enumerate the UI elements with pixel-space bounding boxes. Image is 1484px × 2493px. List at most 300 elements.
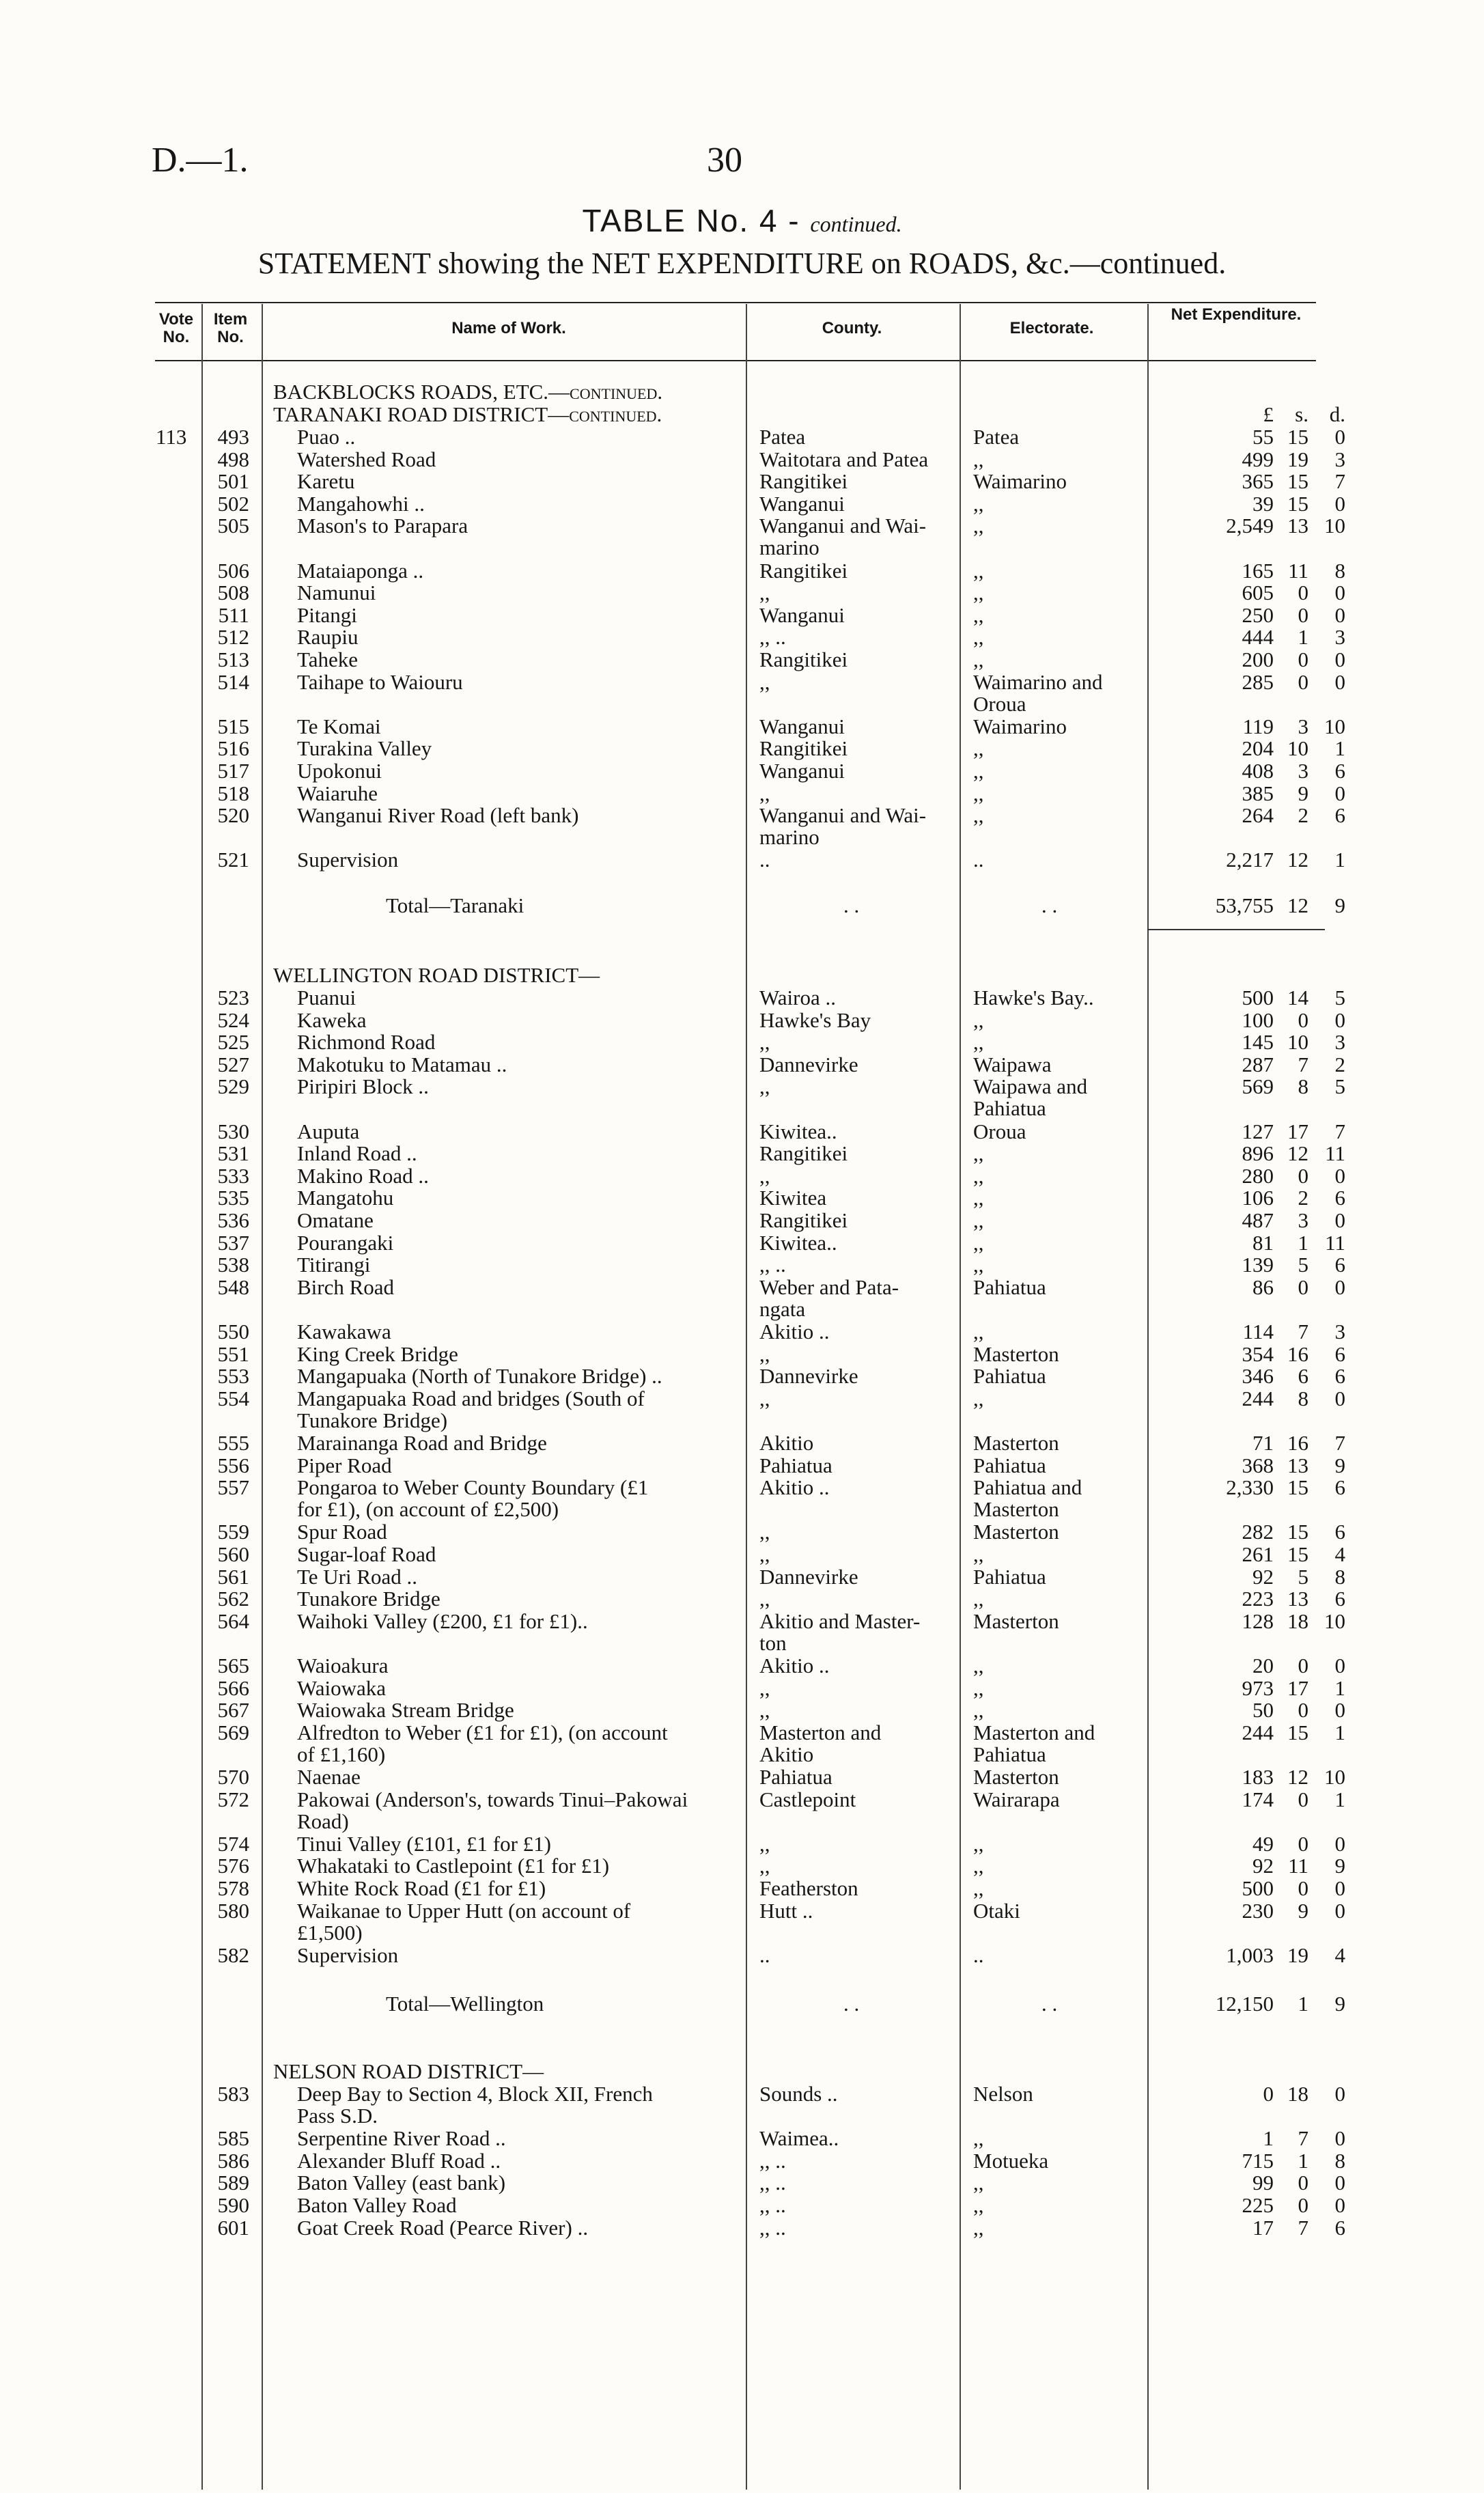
electorate-name: ,, (973, 2171, 984, 2195)
amount-shillings: 0 (1298, 2171, 1308, 2195)
amount-shillings: 18 (1287, 1608, 1308, 1633)
electorate-name: ,, (973, 625, 984, 650)
amount-shillings: 0 (1298, 1876, 1308, 1900)
wellington-total-electorate-dots: . . (1041, 1992, 1058, 2016)
work-name: Spur Road (297, 1520, 387, 1544)
county-name: Weber and Pata- ngata (759, 1275, 899, 1321)
amount-pence: 8 (1334, 558, 1345, 583)
county-name: Kiwitea (759, 1186, 827, 1210)
county-name: Rangitikei (759, 736, 848, 761)
electorate-name: ,, (973, 1320, 984, 1343)
amount-shillings: 19 (1287, 1942, 1308, 1967)
work-name: Tinui Valley (£101, £1 for £1) (297, 1831, 551, 1856)
electorate-name: Otaki (973, 1898, 1020, 1923)
electorate-name: Waimarino (973, 469, 1067, 494)
county-name: ,, (759, 1163, 770, 1188)
table-name: TABLE No. 4 (582, 203, 779, 238)
wellington-total-label: Total—Wellington (386, 1992, 544, 2016)
work-name: Alfredton to Weber (£1 for £1), (on account of £1,160) (297, 1720, 668, 1766)
amount-pence: 3 (1334, 1320, 1345, 1343)
county-name: ,, (759, 1520, 770, 1544)
work-name: Mangapuaka Road and bridges (South of Tunakore Bridge) (297, 1386, 645, 1432)
amount-pence: 6 (1334, 759, 1345, 783)
work-name: White Rock Road (£1 for £1) (297, 1876, 546, 1900)
work-name: Marainanga Road and Bridge (297, 1431, 547, 1455)
work-name: Pourangaki (297, 1230, 394, 1255)
county-name: Sounds .. (759, 2082, 838, 2106)
item-number: 512 (217, 625, 249, 650)
work-name: Baton Valley (east bank) (297, 2171, 506, 2195)
shilling-sign: s. (1295, 402, 1308, 426)
item-number: 556 (217, 1453, 249, 1477)
county-name: Masterton and Akitio (759, 1720, 882, 1766)
amount-pounds: 444 (1242, 625, 1274, 650)
amount-pounds: 114 (1242, 1320, 1274, 1343)
header-code: D.—1. (152, 141, 249, 180)
item-number: 565 (217, 1654, 249, 1677)
item-number: 567 (217, 1698, 249, 1723)
county-name: .. (759, 848, 770, 872)
county-name: ,, .. (759, 1253, 786, 1277)
amount-pence: 0 (1334, 781, 1345, 805)
item-number: 513 (217, 647, 249, 671)
amount-pence: 0 (1334, 425, 1345, 449)
work-name: Inland Road .. (297, 1141, 417, 1166)
taranaki-total-pence: 9 (1334, 893, 1345, 917)
amount-pence: 0 (1334, 2126, 1345, 2151)
work-name: Waihoki Valley (£200, £1 for £1).. (297, 1608, 588, 1633)
work-name: Pitangi (297, 602, 357, 627)
work-name: Mataiaponga .. (297, 558, 424, 583)
work-name: Te Uri Road .. (297, 1564, 418, 1589)
work-name: Makino Road .. (297, 1163, 429, 1188)
amount-pence: 6 (1334, 1475, 1345, 1500)
amount-pence: 1 (1334, 736, 1345, 761)
amount-pence: 10 (1324, 1765, 1345, 1789)
amount-pounds: 50 (1252, 1698, 1274, 1723)
amount-pence: 6 (1334, 1186, 1345, 1210)
electorate-name: ,, (973, 1007, 984, 1032)
electorate-name: ,, (973, 1654, 984, 1677)
work-name: Waiowaka (297, 1675, 387, 1700)
electorate-name: ,, (973, 1675, 984, 1700)
amount-pounds: 500 (1242, 1876, 1274, 1900)
amount-shillings: 15 (1287, 425, 1308, 449)
amount-pounds: 244 (1242, 1720, 1274, 1744)
work-name: Piripiri Block .. (297, 1074, 429, 1099)
electorate-name: ,, (973, 647, 984, 671)
amount-pence: 10 (1324, 714, 1345, 738)
col-net: Net Expenditure. (1171, 305, 1302, 324)
electorate-name: Pahiatua (973, 1364, 1046, 1389)
amount-pounds: 1 (1263, 2126, 1274, 2151)
amount-shillings: 13 (1287, 514, 1308, 538)
amount-pence: 0 (1334, 581, 1345, 605)
amount-shillings: 15 (1287, 1542, 1308, 1566)
electorate-name: ,, (973, 1186, 984, 1210)
amount-pounds: 385 (1242, 781, 1274, 805)
amount-pounds: 354 (1242, 1341, 1274, 1366)
electorate-name: Masterton (973, 1520, 1059, 1544)
work-name: Mason's to Parapara (297, 514, 468, 538)
county-name: ,, (759, 1675, 770, 1700)
amount-shillings: 19 (1287, 447, 1308, 471)
work-name: Omatane (297, 1208, 374, 1232)
amount-shillings: 8 (1298, 1074, 1308, 1099)
amount-pounds: 230 (1242, 1898, 1274, 1923)
item-number: 574 (217, 1831, 249, 1856)
electorate-name: ,, (973, 1141, 984, 1166)
electorate-name: Masterton (973, 1765, 1059, 1789)
amount-shillings: 12 (1287, 1765, 1308, 1789)
electorate-name: Masterton (973, 1608, 1059, 1633)
wellington-total-shillings: 1 (1298, 1992, 1308, 2016)
col-name: Name of Work. (451, 319, 566, 337)
amount-shillings: 0 (1298, 1007, 1308, 1032)
amount-shillings: 0 (1298, 1275, 1308, 1299)
wellington-total-county-dots: . . (843, 1992, 860, 2016)
county-name: Patea (759, 425, 806, 449)
amount-pounds: 225 (1242, 2193, 1274, 2217)
electorate-name: ,, (973, 1854, 984, 1878)
work-name: Namunui (297, 581, 376, 605)
amount-pence: 10 (1324, 1608, 1345, 1633)
amount-pence: 1 (1334, 1675, 1345, 1700)
section-taranaki: TARANAKI ROAD DISTRICT—continued. (273, 402, 662, 426)
amount-pence: 7 (1334, 1119, 1345, 1143)
amount-pounds: 569 (1242, 1074, 1274, 1099)
amount-pounds: 92 (1252, 1564, 1274, 1589)
amount-shillings: 0 (1298, 2193, 1308, 2217)
work-name: Serpentine River Road .. (297, 2126, 506, 2151)
col-item: Item No. (213, 310, 248, 346)
county-name: Rangitikei (759, 647, 848, 671)
work-name: Karetu (297, 469, 355, 494)
amount-shillings: 0 (1298, 581, 1308, 605)
item-number: 508 (217, 581, 249, 605)
county-name: ,, (759, 1587, 770, 1611)
electorate-name: Wairarapa (973, 1787, 1060, 1811)
work-name: Kawakawa (297, 1320, 391, 1343)
amount-shillings: 9 (1298, 1898, 1308, 1923)
amount-shillings: 12 (1287, 848, 1308, 872)
table-title: TABLE No. 4 - continued. (582, 203, 902, 238)
amount-pounds: 285 (1242, 669, 1274, 694)
amount-shillings: 13 (1287, 1587, 1308, 1611)
electorate-net-divider (1147, 304, 1149, 2490)
amount-shillings: 3 (1298, 759, 1308, 783)
county-name: ,, (759, 669, 770, 694)
amount-pounds: 145 (1242, 1030, 1274, 1055)
county-name: Akitio (759, 1431, 814, 1455)
amount-pounds: 250 (1242, 602, 1274, 627)
electorate-name: ,, (973, 1208, 984, 1232)
amount-pence: 7 (1334, 469, 1345, 494)
county-name: Akitio .. (759, 1475, 830, 1500)
amount-shillings: 7 (1298, 1052, 1308, 1076)
header-top-rule (155, 302, 1316, 303)
county-name: ,, .. (759, 2171, 786, 2195)
work-name: Birch Road (297, 1275, 395, 1299)
item-number: 586 (217, 2148, 249, 2173)
vote-item-divider (201, 304, 203, 2490)
amount-pence: 6 (1334, 803, 1345, 828)
electorate-name: ,, (973, 1030, 984, 1055)
amount-pence: 6 (1334, 1341, 1345, 1366)
amount-pence: 0 (1334, 1898, 1345, 1923)
work-name: Mangahowhi .. (297, 491, 425, 516)
pence-sign: d. (1329, 402, 1345, 426)
work-name: Turakina Valley (297, 736, 432, 761)
amount-pence: 6 (1334, 1587, 1345, 1611)
work-name: Taihape to Waiouru (297, 669, 463, 694)
electorate-name: ,, (973, 491, 984, 516)
amount-shillings: 9 (1298, 781, 1308, 805)
electorate-name: ,, (973, 1253, 984, 1277)
item-number: 548 (217, 1275, 249, 1299)
electorate-name: ,, (973, 2215, 984, 2240)
taranaki-sum-rule-top (1147, 929, 1325, 930)
county-name: Kiwitea.. (759, 1119, 837, 1143)
item-number: 590 (217, 2193, 249, 2217)
county-name: Wanganui (759, 602, 845, 627)
amount-pence: 0 (1334, 1275, 1345, 1299)
item-number: 514 (217, 669, 249, 694)
electorate-name: ,, (973, 736, 984, 761)
electorate-name: ,, (973, 1831, 984, 1856)
item-number: 562 (217, 1587, 249, 1611)
amount-pence: 6 (1334, 1364, 1345, 1389)
amount-pounds: 20 (1252, 1654, 1274, 1677)
county-name: Wanganui and Wai- marino (759, 803, 927, 850)
county-name: Wanganui (759, 491, 845, 516)
item-number: 502 (217, 491, 249, 516)
electorate-name: ,, (973, 1587, 984, 1611)
amount-shillings: 0 (1298, 647, 1308, 671)
work-name: Wanganui River Road (left bank) (297, 803, 579, 828)
electorate-name: Waipawa (973, 1052, 1052, 1076)
county-name: Hutt .. (759, 1898, 813, 1923)
item-number: 585 (217, 2126, 249, 2151)
item-number: 576 (217, 1854, 249, 1878)
item-number: 498 (217, 447, 249, 471)
county-name: Rangitikei (759, 1208, 848, 1232)
col-vote: Vote No. (158, 310, 194, 346)
item-number: 529 (217, 1074, 249, 1099)
amount-pounds: 127 (1242, 1119, 1274, 1143)
work-name: Baton Valley Road (297, 2193, 457, 2217)
electorate-name: Motueka (973, 2148, 1049, 2173)
col-county: County. (822, 319, 882, 337)
amount-pence: 0 (1334, 1208, 1345, 1232)
work-name: Whakataki to Castlepoint (£1 for £1) (297, 1854, 610, 1878)
section-backblocks: BACKBLOCKS ROADS, ETC.—continued. (273, 380, 663, 404)
amount-pounds: 2,217 (1226, 848, 1274, 872)
amount-shillings: 15 (1287, 469, 1308, 494)
amount-shillings: 7 (1298, 1320, 1308, 1343)
work-name: Pongaroa to Weber County Boundary (£1 for £1), (on account of £2,500) (297, 1475, 649, 1522)
amount-shillings: 16 (1287, 1431, 1308, 1455)
work-name: Mangatohu (297, 1186, 394, 1210)
work-name: Waiowaka Stream Bridge (297, 1698, 514, 1723)
work-name: Richmond Road (297, 1030, 436, 1055)
electorate-name: .. (973, 848, 984, 872)
amount-pounds: 183 (1242, 1765, 1274, 1789)
amount-pounds: 81 (1252, 1230, 1274, 1255)
amount-pence: 2 (1334, 1052, 1345, 1076)
amount-shillings: 12 (1287, 1141, 1308, 1166)
amount-shillings: 0 (1298, 669, 1308, 694)
county-name: .. (759, 1942, 770, 1967)
item-number: 553 (217, 1364, 249, 1389)
item-number: 517 (217, 759, 249, 783)
section-nelson: NELSON ROAD DISTRICT— (273, 2059, 544, 2083)
item-number: 557 (217, 1475, 249, 1500)
amount-shillings: 0 (1298, 1654, 1308, 1677)
amount-shillings: 0 (1298, 1698, 1308, 1723)
item-number: 521 (217, 848, 249, 872)
electorate-name: Masterton and Pahiatua (973, 1720, 1095, 1766)
amount-pence: 6 (1334, 2215, 1345, 2240)
amount-pounds: 39 (1252, 491, 1274, 516)
amount-pence: 0 (1334, 1654, 1345, 1677)
amount-pence: 5 (1334, 986, 1345, 1009)
amount-pence: 0 (1334, 1386, 1345, 1410)
county-name: Pahiatua (759, 1765, 832, 1789)
amount-shillings: 15 (1287, 491, 1308, 516)
electorate-name: ,, (973, 2193, 984, 2217)
item-number: 551 (217, 1341, 249, 1366)
county-name: ,, .. (759, 2148, 786, 2173)
county-name: Rangitikei (759, 558, 848, 583)
electorate-name: ,, (973, 781, 984, 805)
amount-pounds: 128 (1242, 1608, 1274, 1633)
amount-pounds: 715 (1242, 2148, 1274, 2173)
amount-shillings: 5 (1298, 1564, 1308, 1589)
amount-pence: 11 (1325, 1141, 1345, 1166)
item-number: 531 (217, 1141, 249, 1166)
amount-pounds: 1,003 (1226, 1942, 1274, 1967)
amount-shillings: 17 (1287, 1675, 1308, 1700)
electorate-name: ,, (973, 1386, 984, 1410)
page-number: 30 (707, 141, 742, 180)
county-name: Waimea.. (759, 2126, 839, 2151)
county-name: ,, (759, 781, 770, 805)
amount-shillings: 8 (1298, 1386, 1308, 1410)
amount-pence: 0 (1334, 2193, 1345, 2217)
county-name: Rangitikei (759, 1141, 848, 1166)
taranaki-total-label: Total—Taranaki (386, 893, 524, 917)
item-number: 538 (217, 1253, 249, 1277)
amount-shillings: 3 (1298, 714, 1308, 738)
electorate-name: ,, (973, 447, 984, 471)
county-name: Wanganui (759, 714, 845, 738)
county-name: ,, (759, 1074, 770, 1099)
amount-pence: 11 (1325, 1230, 1345, 1255)
name-county-divider (746, 304, 747, 2490)
county-name: Hawke's Bay (759, 1007, 871, 1032)
amount-pence: 0 (1334, 491, 1345, 516)
item-number: 578 (217, 1876, 249, 1900)
amount-pence: 4 (1334, 1542, 1345, 1566)
item-number: 505 (217, 514, 249, 538)
amount-pounds: 2,549 (1226, 514, 1274, 538)
amount-shillings: 13 (1287, 1453, 1308, 1477)
work-name: Waiaruhe (297, 781, 378, 805)
item-number: 511 (218, 602, 249, 627)
amount-pence: 8 (1334, 2148, 1345, 2173)
amount-shillings: 7 (1298, 2215, 1308, 2240)
county-name: Kiwitea.. (759, 1230, 837, 1255)
amount-shillings: 2 (1298, 803, 1308, 828)
electorate-name: Oroua (973, 1119, 1026, 1143)
amount-pence: 0 (1334, 1876, 1345, 1900)
amount-pence: 0 (1334, 669, 1345, 694)
item-number: 580 (217, 1898, 249, 1923)
amount-pounds: 264 (1242, 803, 1274, 828)
county-name: ,, (759, 1831, 770, 1856)
item-number: 537 (217, 1230, 249, 1255)
amount-pence: 3 (1334, 447, 1345, 471)
item-number: 501 (217, 469, 249, 494)
amount-pence: 0 (1334, 1163, 1345, 1188)
item-number: 560 (217, 1542, 249, 1566)
item-number: 589 (217, 2171, 249, 2195)
item-number: 523 (217, 986, 249, 1009)
electorate-name: ,, (973, 1876, 984, 1900)
electorate-name: Pahiatua (973, 1275, 1046, 1299)
work-name: Deep Bay to Section 4, Block XII, French Pass S.D. (297, 2082, 653, 2128)
county-name: Dannevirke (759, 1052, 858, 1076)
work-name: Goat Creek Road (Pearce River) .. (297, 2215, 589, 2240)
county-name: Dannevirke (759, 1564, 858, 1589)
county-name: Waitotara and Patea (759, 447, 929, 471)
item-number: 525 (217, 1030, 249, 1055)
amount-shillings: 10 (1287, 736, 1308, 761)
amount-pence: 1 (1334, 1720, 1345, 1744)
item-number: 516 (217, 736, 249, 761)
col-electorate: Electorate. (1009, 319, 1094, 337)
work-name: Makotuku to Matamau .. (297, 1052, 507, 1076)
electorate-name: ,, (973, 1698, 984, 1723)
item-number: 561 (217, 1564, 249, 1589)
vote-number: 113 (156, 425, 187, 449)
electorate-name: ,, (973, 1163, 984, 1188)
header-bottom-rule (155, 360, 1316, 361)
amount-shillings: 7 (1298, 2126, 1308, 2151)
work-name: Alexander Bluff Road .. (297, 2148, 501, 2173)
table-continued: continued. (810, 212, 902, 236)
wellington-total-pounds: 12,150 (1215, 1992, 1274, 2016)
electorate-name: Nelson (973, 2082, 1033, 2106)
electorate-name: Pahiatua (973, 1453, 1046, 1477)
amount-pence: 4 (1334, 1942, 1345, 1967)
amount-pence: 6 (1334, 1520, 1345, 1544)
amount-pence: 9 (1334, 1453, 1345, 1477)
taranaki-total-pounds: 53,755 (1215, 893, 1274, 917)
county-name: ,, (759, 1030, 770, 1055)
electorate-name: ,, (973, 2126, 984, 2151)
electorate-name: Pahiatua and Masterton (973, 1475, 1082, 1522)
amount-pence: 8 (1334, 1564, 1345, 1589)
amount-pounds: 106 (1242, 1186, 1274, 1210)
amount-pounds: 200 (1242, 647, 1274, 671)
item-name-divider (262, 304, 263, 2490)
work-name: Auputa (297, 1119, 360, 1143)
work-name: Titirangi (297, 1253, 371, 1277)
electorate-name: ,, (973, 581, 984, 605)
county-name: ,, (759, 1341, 770, 1366)
